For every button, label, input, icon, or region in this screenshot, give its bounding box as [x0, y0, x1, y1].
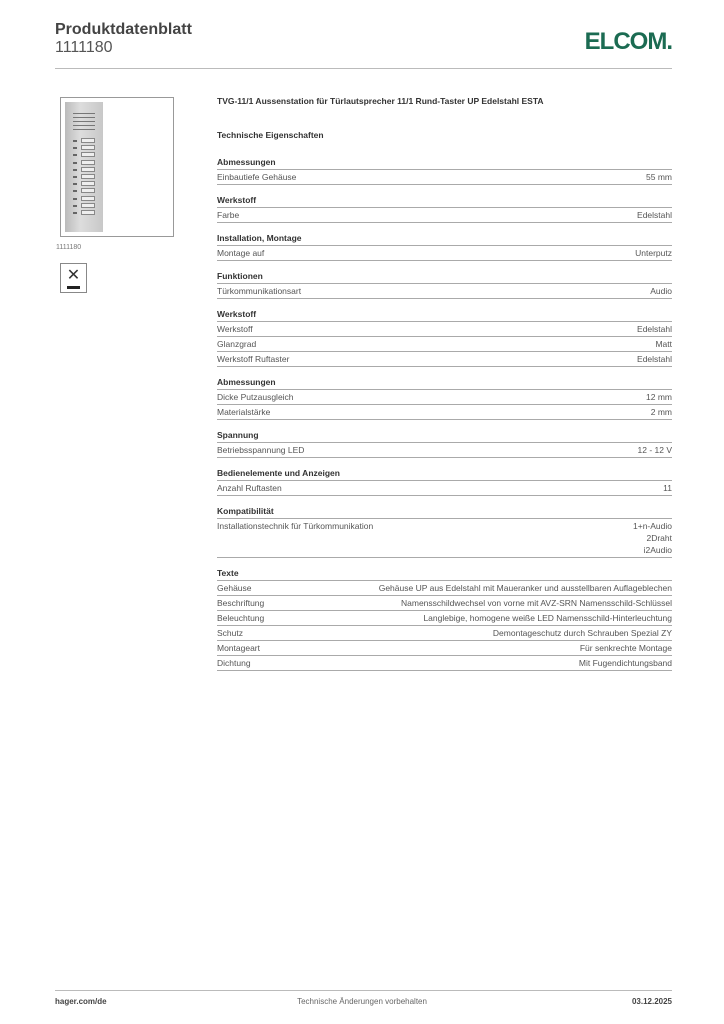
spec-value: 11 [663, 483, 672, 493]
spec-row [217, 519, 672, 558]
spec-value: Unterputz [635, 248, 672, 258]
spec-row [217, 390, 672, 405]
spec-row [217, 641, 672, 656]
spec-value: Für senkrechte Montage [579, 643, 672, 653]
spec-label: Betriebsspannung LED [217, 445, 305, 455]
spec-row [217, 596, 672, 611]
product-image [60, 97, 174, 237]
spec-value: 1+n-Audio 2Draht i2Audio [633, 521, 672, 555]
section-heading: Abmessungen [217, 376, 672, 390]
spec-value: Edelstahl [637, 210, 672, 220]
spec-value: Gehäuse UP aus Edelstahl mit Maueranker und ausstellbaren Auflageblechen [378, 583, 672, 593]
spec-row [217, 443, 672, 458]
spec-row [217, 626, 672, 641]
spec-label: Farbe [217, 210, 240, 220]
tech-heading: Technische Eigenschaften [217, 130, 324, 140]
spec-row [217, 352, 672, 367]
footer-divider [55, 990, 672, 991]
spec-label: Schutz [217, 628, 243, 638]
spec-row [217, 208, 672, 223]
section-heading: Abmessungen [217, 156, 672, 170]
weee-bin-icon: ✕ [60, 263, 87, 293]
page-title: Produktdatenblatt [55, 21, 192, 38]
spec-label: Werkstoff [217, 324, 253, 334]
spec-label: Anzahl Ruftasten [217, 483, 282, 493]
section-heading: Werkstoff [217, 308, 672, 322]
section-heading: Bedienelemente und Anzeigen [217, 467, 672, 481]
spec-section [217, 194, 672, 223]
spec-value: 2 mm [650, 407, 672, 417]
spec-section [217, 429, 672, 458]
product-number: 1111180 [55, 39, 113, 56]
spec-label: Türkommunikationsart [217, 286, 302, 296]
spec-row [217, 481, 672, 496]
spec-section [217, 505, 672, 558]
spec-value: 55 mm [646, 172, 672, 182]
spec-label: Materialstärke [217, 407, 271, 417]
spec-row [217, 611, 672, 626]
spec-row [217, 581, 672, 596]
spec-value: Edelstahl [637, 354, 672, 364]
footer-website: hager.com/de [55, 997, 107, 1006]
spec-label: Gehäuse [217, 583, 252, 593]
section-heading: Funktionen [217, 270, 672, 284]
spec-section [217, 376, 672, 420]
spec-value: 12 mm [646, 392, 672, 402]
spec-content [217, 96, 672, 680]
spec-value: Edelstahl [637, 324, 672, 334]
spec-row [217, 284, 672, 299]
spec-row [217, 337, 672, 352]
footer-date: 03.12.2025 [631, 997, 672, 1006]
product-title: TVG-11/1 Aussenstation für Türlautsprecher 11/1 Rund-Taster UP Edelstahl ESTA [217, 96, 544, 106]
spec-value: Namensschildwechsel von vorne mit AVZ-SRN Namensschild-Schlüssel [401, 598, 672, 608]
spec-label: Installationstechnik für Türkommunikation [217, 521, 374, 531]
spec-label: Beleuchtung [217, 613, 265, 623]
spec-label: Dichtung [217, 658, 251, 668]
spec-row [217, 246, 672, 261]
spec-row [217, 656, 672, 671]
spec-value: Demontageschutz durch Schrauben Spezial ZY [492, 628, 672, 638]
spec-value: Matt [655, 339, 672, 349]
spec-label: Werkstoff Ruftaster [217, 354, 290, 364]
spec-section [217, 270, 672, 299]
section-heading: Spannung [217, 429, 672, 443]
section-heading: Kompatibilität [217, 505, 672, 519]
image-caption: 1111180 [56, 244, 82, 251]
spec-section [217, 232, 672, 261]
elcom-logo: ELCOM. [584, 28, 672, 55]
spec-row [217, 170, 672, 185]
spec-label: Glanzgrad [217, 339, 257, 349]
spec-section [217, 308, 672, 367]
section-heading: Texte [217, 567, 672, 581]
footer-disclaimer: Technische Änderungen vorbehalten [297, 997, 427, 1006]
spec-label: Dicke Putzausgleich [217, 392, 294, 402]
spec-row [217, 322, 672, 337]
section-heading: Installation, Montage [217, 232, 672, 246]
spec-value: Langlebige, homogene weiße LED Namensschild-Hinterleuchtung [423, 613, 672, 623]
spec-label: Montageart [217, 643, 260, 653]
spec-value: 12 - 12 V [637, 445, 672, 455]
spec-section [217, 567, 672, 671]
spec-label: Montage auf [217, 248, 265, 258]
spec-label: Beschriftung [217, 598, 265, 608]
spec-row [217, 405, 672, 420]
spec-section [217, 467, 672, 496]
spec-section [217, 156, 672, 185]
section-heading: Werkstoff [217, 194, 672, 208]
header-divider [55, 68, 672, 69]
spec-value: Mit Fugendichtungsband [578, 658, 672, 668]
spec-label: Einbautiefe Gehäuse [217, 172, 297, 182]
spec-value: Audio [650, 286, 672, 296]
